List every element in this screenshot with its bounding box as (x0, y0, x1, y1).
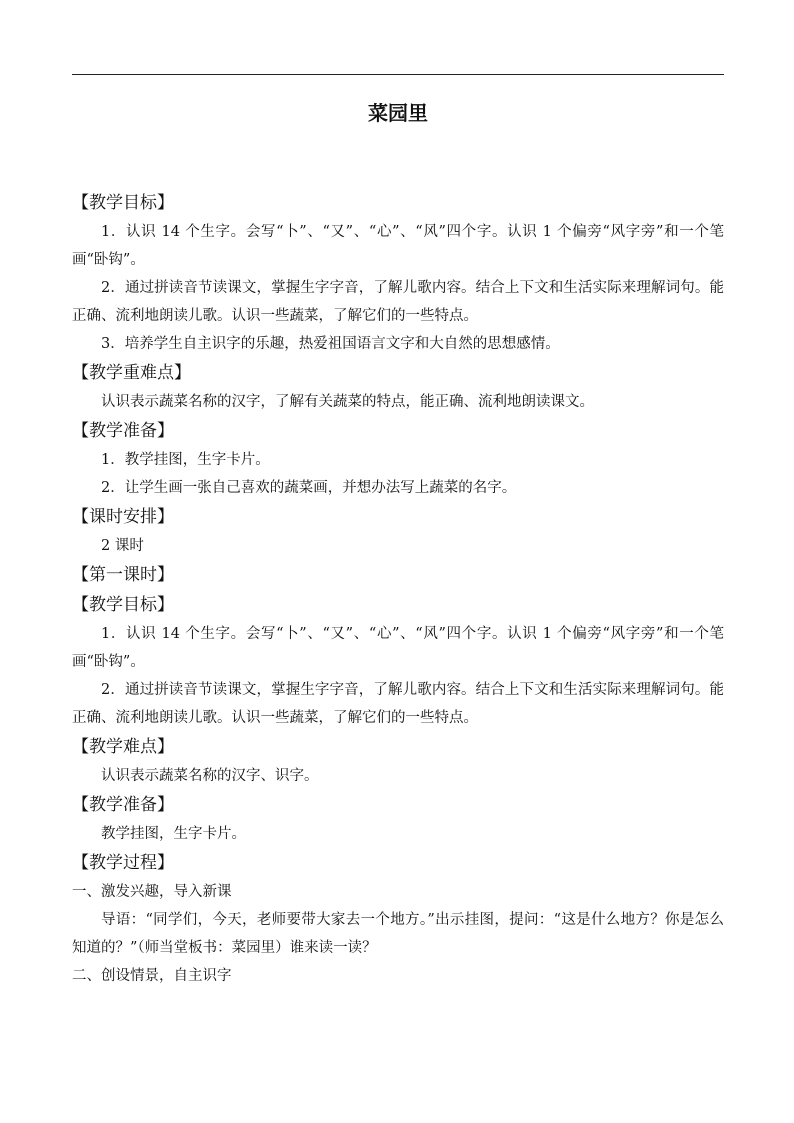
section-heading: 【第一课时】 (72, 565, 174, 585)
header-rule (72, 74, 724, 75)
paragraph: 一、激发兴趣，导入新课 (72, 884, 232, 900)
paragraph: 认识表示蔬菜名称的汉字、识字。 (101, 768, 319, 784)
paragraph: 1．认识 14 个生字。会写“卜”、“又”、“心”、“风”四个字。认识 1 个偏旁“风字旁”和一个笔画“卧钩”。 (72, 224, 724, 268)
document-title: 菜园里 (368, 101, 428, 125)
section-heading: 【教学目标】 (72, 193, 174, 213)
paragraph: 教学挂图，生字卡片。 (101, 826, 246, 842)
paragraph: 2 课时 (101, 538, 144, 554)
document-body (72, 188, 724, 990)
section-heading: 【教学过程】 (72, 853, 174, 873)
paragraph: 认识表示蔬菜名称的汉字，了解有关蔬菜的特点，能正确、流利地朗读课文。 (101, 394, 594, 410)
paragraph: 导语：“同学们，今天，老师要带大家去一个地方。”出示挂图，提问：“这是什么地方？你是怎么知道的？”（师当堂板书：菜园里）谁来读一读？ (72, 912, 724, 956)
section-heading: 【课时安排】 (72, 507, 174, 527)
section-heading: 【教学重难点】 (72, 363, 191, 383)
document-page (72, 96, 724, 990)
paragraph: 2．通过拼读音节读课文，掌握生字字音，了解儿歌内容。结合上下文和生活实际来理解词句。能正确、流利地朗读儿歌。认识一些蔬菜，了解它们的一些特点。 (72, 280, 724, 324)
paragraph: 1．教学挂图，生字卡片。 (101, 452, 270, 468)
paragraph: 二、创设情景，自主识字 (72, 968, 232, 984)
section-heading: 【教学目标】 (72, 595, 174, 615)
section-heading: 【教学准备】 (72, 795, 174, 815)
paragraph: 2．让学生画一张自己喜欢的蔬菜画，并想办法写上蔬菜的名字。 (101, 480, 517, 496)
paragraph: 1．认识 14 个生字。会写“卜”、“又”、“心”、“风”四个字。认识 1 个偏旁“风字旁”和一个笔画“卧钩”。 (72, 626, 724, 670)
paragraph: 3．培养学生自主识字的乐趣，热爱祖国语言文字和大自然的思想感情。 (101, 336, 560, 352)
paragraph: 2．通过拼读音节读课文，掌握生字字音，了解儿歌内容。结合上下文和生活实际来理解词句。能正确、流利地朗读儿歌。认识一些蔬菜，了解它们的一些特点。 (72, 682, 724, 726)
section-heading: 【教学难点】 (72, 737, 174, 757)
section-heading: 【教学准备】 (72, 421, 174, 441)
